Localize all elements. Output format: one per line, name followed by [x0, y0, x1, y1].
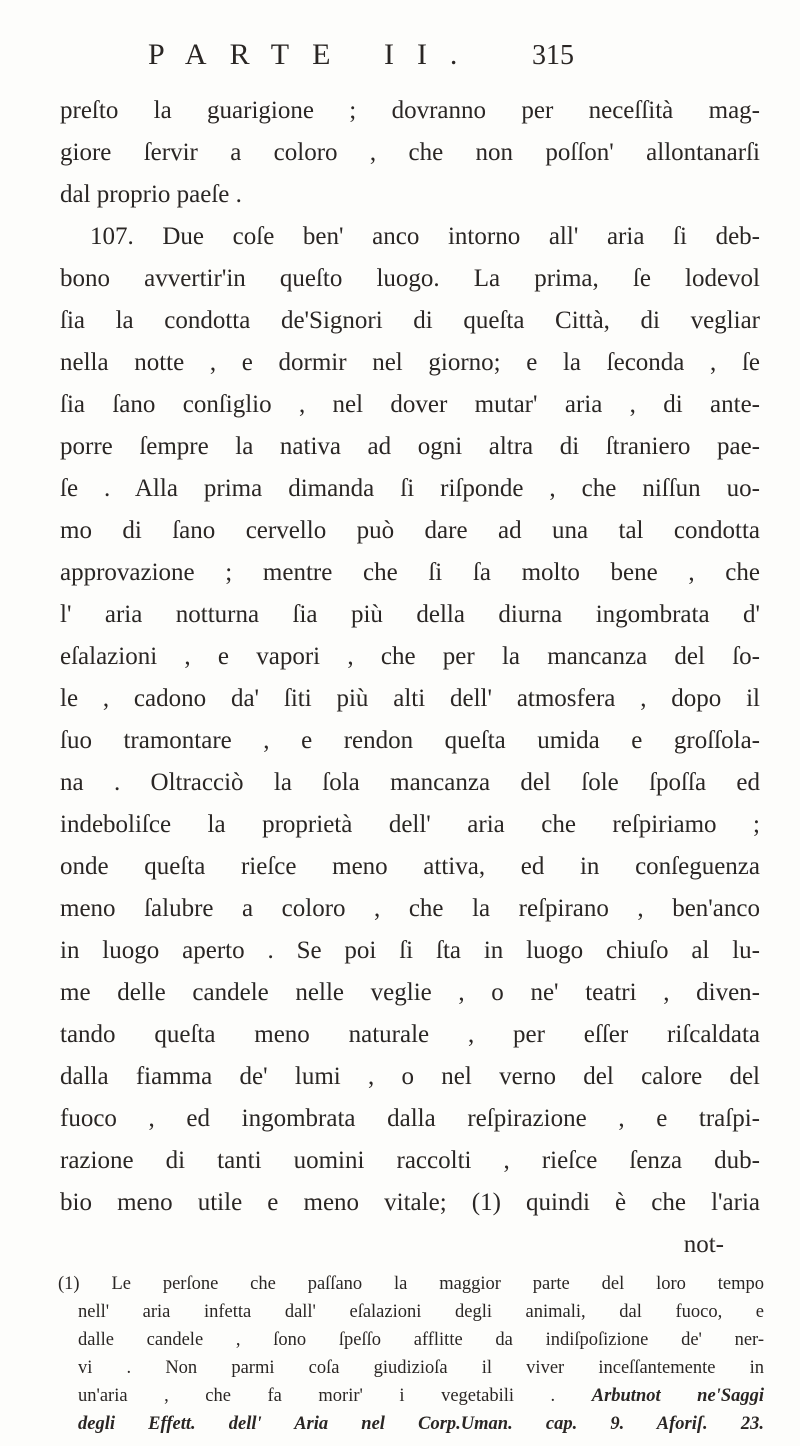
- text-line: bono avvertir'in queſto luogo. La prima, ſe lodevol: [60, 265, 760, 292]
- text-line: fuoco , ed ingombrata dalla reſpirazione , e traſpi-: [60, 1105, 760, 1132]
- text-line: 107. Due coſe ben' anco intorno all' aria ſi deb-: [90, 223, 760, 250]
- text-line: indeboliſce la proprietà dell' aria che reſpiriamo ;: [60, 811, 760, 838]
- text-line: approvazione ; mentre che ſi ſa molto bene , che: [60, 559, 760, 586]
- page-number: 315: [532, 40, 574, 71]
- text-line: meno ſalubre a coloro , che la reſpirano , ben'anco: [60, 895, 760, 922]
- text-line: razione di tanti uomini raccolti , rieſce ſenza dub-: [60, 1147, 760, 1174]
- footnote-line: [58, 1382, 764, 1410]
- footnote-citation: degli Effett. dell' Aria nel Corp.Uman. cap. 9. Aforiſ. 23.: [78, 1414, 764, 1434]
- footnote-text: un'aria , che fa morir' i vegetabili .: [78, 1386, 556, 1406]
- text-line: nella notte , e dormir nel giorno; e la ſeconda , ſe: [60, 349, 760, 376]
- text-line: mo di ſano cervello può dare ad una tal condotta: [60, 517, 760, 544]
- text-line: preſto la guarigione ; dovranno per neceſſità mag-: [60, 97, 760, 124]
- catchword: not-: [683, 1231, 724, 1258]
- text-line: onde queſta rieſce meno attiva, ed in conſeguenza: [60, 853, 760, 880]
- footnote-citation: Arbutnot ne'Saggi: [591, 1386, 764, 1406]
- text-line: in luogo aperto . Se poi ſi ſta in luogo chiuſo al lu-: [60, 937, 760, 964]
- footnote-line: dalle candele , ſono ſpeſſo afflitte da indiſpoſizione de' ner-: [78, 1330, 764, 1350]
- text-line: l' aria notturna ſia più della diurna ingombrata d': [60, 601, 760, 628]
- text-line: giore ſervir a coloro , che non poſſon' allontanarſi: [60, 139, 760, 166]
- text-line: tando queſta meno naturale , per eſſer riſcaldata: [60, 1021, 760, 1048]
- text-line: na . Oltracciò la ſola mancanza del ſole ſpoſſa ed: [60, 769, 760, 796]
- text-line: ſe . Alla prima dimanda ſi riſponde , che niſſun uo-: [60, 475, 760, 502]
- text-line: ſia ſano conſiglio , nel dover mutar' aria , di ante-: [60, 391, 760, 418]
- footnote: [58, 1270, 764, 1438]
- running-head: [0, 38, 800, 82]
- text-line: me delle candele nelle veglie , o ne' teatri , diven-: [60, 979, 760, 1006]
- text-line: eſalazioni , e vapori , che per la mancanza del ſo-: [60, 643, 760, 670]
- text-line: le , cadono da' ſiti più alti dell' atmosfera , dopo il: [60, 685, 760, 712]
- text-line: porre ſempre la nativa ad ogni altra di ſtraniero pae-: [60, 433, 760, 460]
- footnote-line: (1) Le perſone che paſſano la maggior parte del loro tempo: [58, 1274, 764, 1294]
- footnote-line: vi . Non parmi coſa giudizioſa il viver inceſſantemente in: [78, 1358, 764, 1378]
- text-line: dalla fiamma de' lumi , o nel verno del calore del: [60, 1063, 760, 1090]
- running-title: PARTE II.: [148, 38, 481, 71]
- footnote-line: nell' aria infetta dall' eſalazioni degli animali, dal fuoco, e: [78, 1302, 764, 1322]
- text-line: bio meno utile e meno vitale; (1) quindi è che l'aria: [60, 1189, 760, 1216]
- text-line: ſuo tramontare , e rendon queſta umida e groſſola-: [60, 727, 760, 754]
- body-text: [60, 90, 760, 1266]
- footnote-line: [58, 1410, 764, 1438]
- text-line: ſia la condotta de'Signori di queſta Città, di vegliar: [60, 307, 760, 334]
- text-line: dal proprio paeſe .: [60, 181, 242, 208]
